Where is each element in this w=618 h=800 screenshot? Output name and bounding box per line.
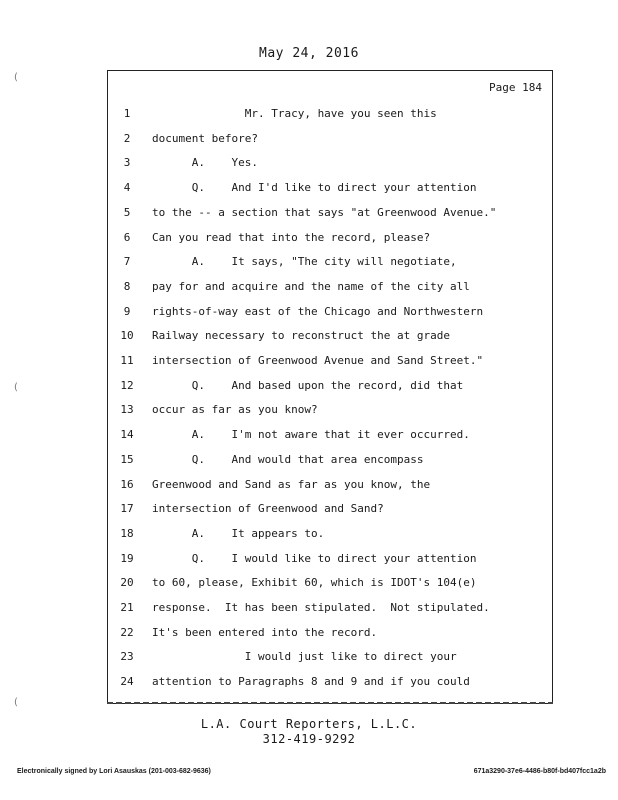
line-number: 4 [123,181,131,195]
transcript-line [108,329,548,351]
line-number: 16 [120,477,134,491]
transcript-line [108,280,548,302]
footer-phone: 312-419-9292 [262,732,356,746]
line-number: 1 [123,107,131,120]
line-number: 18 [120,526,134,540]
line-number: 2 [123,131,131,145]
line-number: 20 [120,576,134,590]
line-text: A. I'm not aware that it ever occurred. [152,428,470,442]
line-text: pay for and acquire and the name of the city all [152,279,470,293]
line-text: Can you read that into the record, please? [152,230,431,244]
line-text: I would just like to direct your [152,650,457,664]
line-number: 17 [120,502,134,516]
margin-mark: ( [14,697,18,708]
transcript-line [108,132,548,154]
line-number: 21 [120,601,134,614]
line-text: Mr. Tracy, have you seen this [152,107,437,120]
transcript-line [108,576,548,598]
transcript-line [108,206,548,228]
transcript-line [108,478,548,500]
page-number: Page 184 [489,81,542,94]
line-number: 3 [123,156,131,170]
line-number: 23 [120,650,134,664]
line-number: 9 [123,304,131,318]
transcript-line [108,626,548,648]
line-text: response. It has been stipulated. Not stipulated. [152,601,490,614]
line-number: 14 [120,428,134,442]
margin-mark: ( [14,382,18,393]
line-text: rights-of-way east of the Chicago and Northwestern [152,304,484,318]
line-number: 22 [120,625,134,639]
document-id: 671a3290-37e6-4486-b80f-bd407fcc1a2b [473,768,606,775]
line-number: 5 [123,205,131,219]
page-bottom-edge [107,702,553,704]
transcript-line [108,107,548,129]
transcript-line [108,305,548,327]
line-text: to the -- a section that says "at Greenwood Avenue." [152,205,497,219]
transcript-page [107,70,553,704]
line-number: 8 [123,279,131,293]
line-number: 19 [120,551,134,565]
transcript-line [108,379,548,401]
transcript-line [108,156,548,178]
line-number: 6 [123,230,131,244]
transcript-line [108,527,548,549]
line-number: 11 [120,354,134,367]
transcript-line [108,255,548,277]
line-number: 24 [120,675,134,689]
line-text: A. Yes. [152,156,258,170]
line-text: A. It appears to. [152,526,325,540]
transcript-line [108,453,548,475]
transcript-line [108,354,548,376]
line-number: 10 [120,329,134,343]
line-text: Q. And based upon the record, did that [152,378,464,392]
line-number: 7 [123,255,131,269]
header-date: May 24, 2016 [259,46,359,61]
transcript-line [108,601,548,623]
margin-mark: ( [14,72,18,83]
line-text: It's been entered into the record. [152,625,378,639]
line-number: 13 [120,403,134,417]
line-text: to 60, please, Exhibit 60, which is IDOT's 104(e) [152,576,477,590]
line-number: 12 [120,378,134,392]
line-text: Greenwood and Sand as far as you know, the [152,477,431,491]
transcript-line [108,428,548,450]
line-text: attention to Paragraphs 8 and 9 and if you could [152,675,470,689]
transcript-line [108,181,548,203]
transcript-line [108,231,548,253]
line-number: 15 [120,452,134,466]
line-text: A. It says, "The city will negotiate, [152,255,457,269]
line-text: intersection of Greenwood and Sand? [152,502,384,516]
electronic-signature: Electronically signed by Lori Asauskas (201-003-682-9636) [17,768,211,775]
transcript-line [108,403,548,425]
line-text: intersection of Greenwood Avenue and Sand Street." [152,354,484,367]
footer-company: L.A. Court Reporters, L.L.C. [200,717,418,731]
transcript-line [108,650,548,672]
line-text: document before? [152,131,258,145]
line-text: Railway necessary to reconstruct the at grade [152,329,451,343]
line-text: Q. And I'd like to direct your attention [152,181,477,195]
line-text: occur as far as you know? [152,403,318,417]
transcript-line [108,675,548,697]
line-text: Q. And would that area encompass [152,452,424,466]
transcript-line [108,552,548,574]
line-text: Q. I would like to direct your attention [152,551,477,565]
transcript-line [108,502,548,524]
